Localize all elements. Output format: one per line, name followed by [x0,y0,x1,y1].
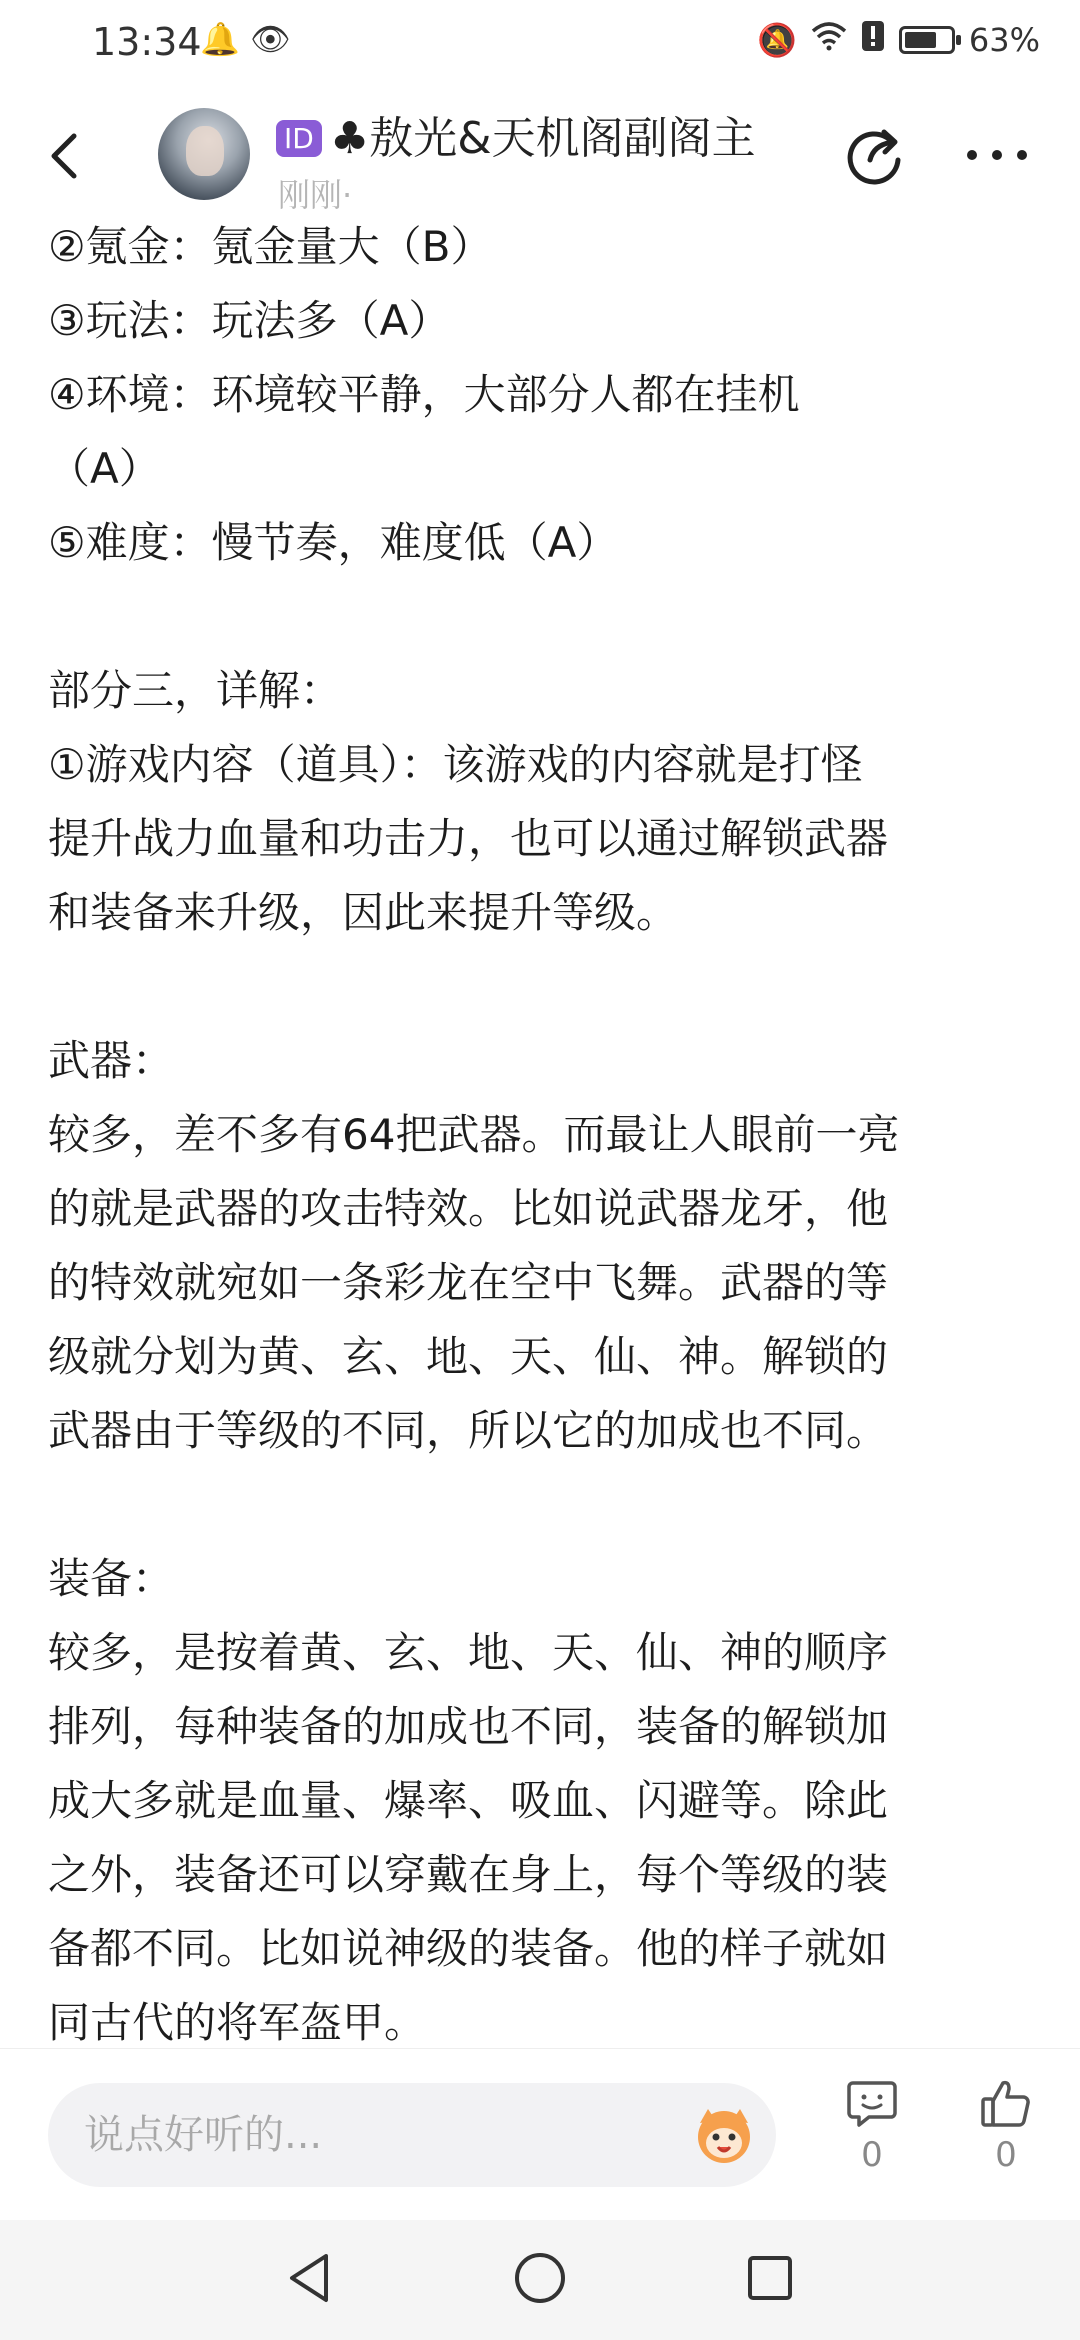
comment-placeholder: 说点好听的... [84,2112,323,2158]
avatar[interactable] [158,108,250,200]
share-button[interactable] [840,120,910,190]
content-line: 备都不同。比如说神级的装备。他的样子就如 [48,1924,889,1973]
square-recents-icon [740,2248,800,2308]
content-line: 装备： [48,1554,175,1603]
content-line: 武器： [48,1036,175,1085]
post-content [48,210,1038,2050]
content-line: ③玩法：玩法多（A） [48,296,451,345]
system-nav-bar [0,2220,1080,2340]
status-bar [0,0,1080,90]
battery-percent: 63% [968,21,1040,59]
user-name-text: ♣敖光&天机阁副阁主 [329,113,756,164]
mute-icon: 🔕 [757,21,797,59]
content-line: 较多，差不多有64把武器。而最让人眼前一亮 [48,1110,900,1159]
back-button[interactable] [40,126,100,186]
chevron-left-icon [40,126,90,186]
wifi-icon [811,21,847,59]
content-line: 排列，每种装备的加成也不同，装备的解锁加 [48,1702,889,1751]
more-icon [962,120,1032,190]
eye-icon: 👁 [250,20,291,58]
nav-back-button[interactable] [280,2248,340,2308]
content-line: 提升战力血量和功击力，也可以通过解锁武器 [48,814,889,863]
content-line: 和装备来升级，因此来提升等级。 [48,888,679,937]
comment-button[interactable] [832,2077,912,2175]
triangle-back-icon [280,2248,340,2308]
circle-home-icon [510,2248,570,2308]
thumbs-up-icon [979,2077,1033,2131]
user-name[interactable] [276,102,756,166]
paragraph-gap [48,950,1038,1024]
content-line: （A） [48,444,161,493]
content-line: 成大多就是血量、爆率、吸血、闪避等。除此 [48,1776,889,1825]
notification-bell-icon: 🔔 [200,20,240,58]
comment-icon [845,2077,899,2131]
content-line: 之外，装备还可以穿戴在身上，每个等级的装 [48,1850,889,1899]
status-time: 13:34 [92,20,202,64]
like-count: 0 [995,2135,1017,2175]
content-line: ⑤难度：慢节奏，难度低（A） [48,518,619,567]
battery-icon [899,26,955,54]
emoji-sticker-icon[interactable] [692,2103,756,2167]
content-line: 部分三，详解： [48,666,343,715]
content-line: 级就分划为黄、玄、地、天、仙、神。解锁的 [48,1332,889,1381]
status-right-icons [757,20,1040,60]
comment-count: 0 [861,2135,883,2175]
content-line: 的就是武器的攻击特效。比如说武器龙牙，他 [48,1184,889,1233]
comment-bar [0,2048,1080,2221]
content-line: ②氪金：氪金量大（B） [48,222,493,271]
post-header [0,90,1080,230]
comment-input[interactable] [48,2083,776,2187]
id-badge: ID [276,120,322,157]
paragraph-gap [48,1468,1038,1542]
alert-icon [861,20,885,60]
content-line: 较多，是按着黄、玄、地、天、仙、神的顺序 [48,1628,889,1677]
post-time: 刚刚· [278,176,353,214]
content-line: ①游戏内容（道具）：该游戏的内容就是打怪 [48,740,863,789]
nav-recents-button[interactable] [740,2248,800,2308]
more-options-button[interactable] [962,120,1032,190]
status-left-icons [200,20,291,58]
share-icon [840,120,910,190]
nav-home-button[interactable] [510,2248,570,2308]
content-line: ④环境：环境较平静，大部分人都在挂机 [48,370,800,419]
content-line: 同古代的将军盔甲。 [48,1998,427,2047]
content-line: 的特效就宛如一条彩龙在空中飞舞。武器的等 [48,1258,889,1307]
content-line: 武器由于等级的不同，所以它的加成也不同。 [48,1406,889,1455]
like-button[interactable] [966,2077,1046,2175]
paragraph-gap [48,580,1038,654]
